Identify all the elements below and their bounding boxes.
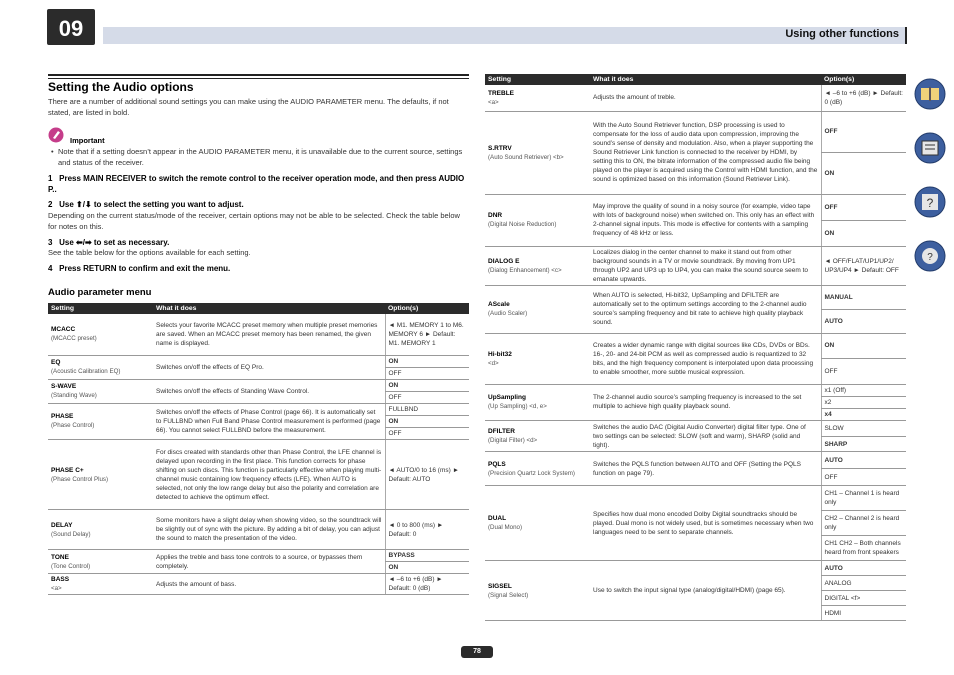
option-cell: OFF	[821, 194, 906, 220]
header-bar	[103, 27, 907, 44]
book-icon[interactable]	[914, 78, 946, 110]
description-cell: The 2-channel audio source’s sampling frequency is increased to the set multiple to achieve high quality playback sound.	[590, 384, 821, 421]
table-row	[485, 85, 906, 111]
col-setting: Setting	[485, 74, 590, 85]
option-cell: ON	[385, 415, 469, 427]
setting-name: UpSampling	[488, 394, 526, 402]
setting-subtitle: (Dialog Enhancement) <c>	[488, 266, 562, 274]
table-row	[485, 486, 906, 511]
description-cell: When AUTO is selected, Hi-bit32, UpSampling and DFILTER are automatically set to the optimum settings according to the 2-channel audio source’s sampling frequency and bit rate to achieve high quality playback sound.	[590, 285, 821, 333]
option-cell: AUTO	[821, 561, 906, 576]
description-cell: Switches on/off the effects of Standing Wave Control.	[153, 379, 385, 403]
option-cell: ANALOG	[821, 576, 906, 591]
option-cell: DIGITAL <f>	[821, 591, 906, 606]
setting-cell	[48, 574, 153, 595]
setting-cell	[48, 550, 153, 574]
table-header-row	[485, 74, 906, 85]
description-cell: Switches on/off the effects of Phase Control (page 66). It is automatically set to FULLBND when Full Band Phase Control measurement is performed (page 66). You cannot select FULLBND before the measurement.	[153, 403, 385, 440]
setting-name: DFILTER	[488, 428, 515, 436]
page-number: 78	[461, 646, 493, 658]
option-cell: CH1 CH2 – Both channels heard from front speakers	[821, 536, 906, 561]
setting-subtitle: (Digital Filter) <d>	[488, 437, 538, 445]
setting-name: S.RTRV	[488, 144, 512, 152]
pencil-icon	[48, 127, 64, 143]
table-row	[485, 333, 906, 359]
section-intro: There are a number of additional sound settings you can make using the AUDIO PARAMETER menu. The defaults, if not stated, are listed in bold.	[48, 97, 449, 117]
setting-name: PHASE C+	[51, 466, 84, 474]
option-cell: ◄ AUTO/0 to 16 (ms) ► Default: AUTO	[385, 440, 469, 510]
table-row	[485, 111, 906, 153]
setting-name: AScale	[488, 301, 510, 308]
table-row	[48, 550, 469, 562]
svg-text:?: ?	[927, 252, 933, 263]
table-row	[485, 246, 906, 285]
svg-text:?: ?	[926, 196, 934, 210]
step-3	[48, 237, 169, 248]
description-cell: May improve the quality of sound in a noisy source (for example, video tape with lots of background noise) when switched on. This only has an effect with 2-channel signal inputs. This mode is effective for contents with a sampling frequency of 48 kHz or less.	[590, 194, 821, 246]
setting-name: SIGSEL	[488, 582, 512, 590]
step-2	[48, 199, 244, 210]
table-row	[485, 384, 906, 396]
step-text: Use ⬆/⬇ to select the setting you want to adjust.	[59, 200, 244, 209]
setting-subtitle: (Phase Control Plus)	[51, 475, 109, 483]
table-row	[485, 561, 906, 576]
description-cell: Adjusts the amount of treble.	[590, 85, 821, 111]
col-what: What it does	[590, 74, 821, 85]
setting-subtitle: (Dual Mono)	[488, 524, 523, 532]
step-text: Press MAIN RECEIVER to switch the remote control to the receiver operation mode, and then press AUDIO P..	[48, 174, 465, 194]
header-title: Using other functions	[785, 28, 899, 40]
setting-cell	[48, 403, 153, 440]
table-row	[48, 574, 469, 595]
option-cell: ON	[385, 355, 469, 367]
option-cell: HDMI	[821, 606, 906, 621]
setting-cell	[485, 111, 590, 194]
section-title: Setting the Audio options	[48, 80, 194, 94]
table-row	[48, 314, 469, 355]
bullet: •	[51, 147, 54, 156]
step-number: 4	[48, 264, 53, 273]
step-1	[48, 173, 468, 195]
setting-subtitle: (Sound Delay)	[51, 530, 91, 538]
description-cell: Specifies how dual mono encoded Dolby Digital soundtracks should be played. Dual mono is not widely used, but is sometimes necessary when two languages need to be sent to separate channels.	[590, 486, 821, 561]
setting-cell	[48, 510, 153, 550]
step-3-note: See the table below for the options available for each setting.	[48, 248, 251, 257]
option-cell: ◄ OFF/FLAT/UP1/UP2/ UP3/UP4 ► Default: OFF	[821, 246, 906, 285]
option-cell: BYPASS	[385, 550, 469, 562]
index-icon[interactable]	[914, 240, 946, 272]
setting-name: S-WAVE	[51, 383, 77, 390]
description-cell: Switches the PQLS function between AUTO and OFF (Setting the PQLS function on page 79).	[590, 452, 821, 486]
table-row	[485, 285, 906, 309]
description-cell: Creates a wider dynamic range with digital sources like CDs, DVDs or BDs. 16-, 20- and 24-bit PCM as well as compressed audio is requantized to 32 bits, and the high frequency component is interpolated upon data processing to enable smoother, more subtle musical expression.	[590, 333, 821, 384]
option-cell: ON	[821, 333, 906, 359]
option-cell: OFF	[385, 428, 469, 440]
description-cell: Switches on/off the effects of EQ Pro.	[153, 355, 385, 379]
setting-subtitle: <a>	[51, 585, 62, 593]
table-row	[48, 440, 469, 510]
setting-name: TREBLE	[488, 89, 514, 97]
step-2-note: Depending on the current status/mode of the receiver, certain options may not be able to be selected. Check the table below for notes on this.	[48, 211, 460, 231]
step-number: 1	[48, 174, 53, 183]
description-cell: Selects your favorite MCACC preset memory when multiple preset memories are saved. When an MCACC preset memory has been renamed, the given name is displayed.	[153, 314, 385, 355]
setting-name: DELAY	[51, 521, 73, 529]
setting-cell	[485, 194, 590, 246]
option-cell: CH1 – Channel 1 is heard only	[821, 486, 906, 511]
option-cell: MANUAL	[821, 285, 906, 309]
setting-cell	[485, 452, 590, 486]
setting-cell	[485, 333, 590, 384]
option-cell: CH2 – Channel 2 is heard only	[821, 511, 906, 536]
option-cell: ◄ M1. MEMORY 1 to M6. MEMORY 6 ► Default: M1. MEMORY 1	[385, 314, 469, 355]
option-cell: ◄ –6 to +6 (dB) ► Default: 0 (dB)	[821, 85, 906, 111]
option-cell: OFF	[821, 469, 906, 486]
setting-cell	[48, 379, 153, 403]
description-cell: Some monitors have a slight delay when showing video, so the soundtrack will be slightly out of sync with the picture. By adding a bit of delay, you can adjust the sound to match the presentation of the video.	[153, 510, 385, 550]
col-options: Option(s)	[821, 74, 906, 85]
step-number: 2	[48, 200, 53, 209]
setting-cell	[485, 561, 590, 621]
description-cell: Applies the treble and bass tone controls to a source, or bypasses them completely.	[153, 550, 385, 574]
option-cell: x1 (Off)	[821, 384, 906, 396]
setting-subtitle: <d>	[488, 359, 499, 367]
setting-cell	[485, 246, 590, 285]
table-row	[48, 355, 469, 367]
setting-cell	[48, 440, 153, 510]
table-row	[485, 452, 906, 469]
option-cell: OFF	[821, 111, 906, 153]
step-text: Use ⬅/➡ to set as necessary.	[59, 238, 170, 247]
setting-name: MCACC	[51, 326, 76, 334]
description-cell: Localizes dialog in the center channel to make it stand out from other background sounds in a TV or movie soundtrack. By moving from UP1 through UP2 and UP3 up to UP4, you can make the sound source seem to emanate upwards.	[590, 246, 821, 285]
setting-cell	[485, 421, 590, 452]
chapter-number: 09	[47, 9, 95, 45]
table-row	[48, 379, 469, 391]
setting-name: DUAL	[488, 515, 507, 523]
setting-subtitle: (Up Sampling) <d, e>	[488, 403, 547, 411]
option-cell: ◄ 0 to 800 (ms) ► Default: 0	[385, 510, 469, 550]
setting-subtitle: (Auto Sound Retriever) <b>	[488, 153, 564, 161]
settings-panel-icon[interactable]	[914, 132, 946, 164]
option-cell: ◄ –6 to +6 (dB) ► Default: 0 (dB)	[385, 574, 469, 595]
setting-cell	[485, 285, 590, 333]
setting-cell	[485, 486, 590, 561]
table-row	[48, 510, 469, 550]
table-row	[485, 421, 906, 437]
option-cell: AUTO	[821, 309, 906, 333]
setting-subtitle: (Standing Wave)	[51, 392, 97, 399]
option-cell: ON	[385, 562, 469, 574]
table-row	[48, 403, 469, 415]
menu-title: Audio parameter menu	[48, 287, 152, 298]
option-cell: ON	[821, 153, 906, 195]
option-cell: x2	[821, 396, 906, 408]
option-cell: OFF	[821, 359, 906, 385]
setting-subtitle: (MCACC preset)	[51, 335, 97, 343]
setting-subtitle: (Phase Control)	[51, 422, 95, 430]
option-cell: SHARP	[821, 436, 906, 452]
option-cell: x4	[821, 409, 906, 421]
col-setting: Setting	[48, 303, 153, 314]
setting-name: PHASE	[51, 413, 74, 421]
option-cell: FULLBND	[385, 403, 469, 415]
help-faq-icon[interactable]	[914, 186, 946, 218]
important-text: Note that if a setting doesn’t appear in the AUDIO PARAMETER menu, it is unavailable due to the current source, settings and status of the receiver.	[58, 147, 463, 167]
option-cell: SLOW	[821, 421, 906, 437]
setting-name: DNR	[488, 212, 503, 219]
setting-subtitle: (Audio Scaler)	[488, 310, 528, 317]
setting-name: PQLS	[488, 460, 506, 468]
table-header-row	[48, 303, 469, 314]
description-cell: Adjusts the amount of bass.	[153, 574, 385, 595]
col-what: What it does	[153, 303, 385, 314]
setting-subtitle: (Digital Noise Reduction)	[488, 221, 557, 228]
description-cell: Use to switch the input signal type (analog/digital/HDMI) (page 65).	[590, 561, 821, 621]
setting-cell	[485, 384, 590, 421]
audio-parameter-table-left	[48, 303, 469, 595]
important-label: Important	[70, 136, 105, 145]
setting-name: DIALOG E	[488, 257, 520, 265]
table-row	[485, 194, 906, 220]
option-cell: ON	[385, 379, 469, 391]
setting-subtitle: <a>	[488, 98, 499, 106]
setting-name: Hi-bit32	[488, 350, 512, 358]
step-text: Press RETURN to confirm and exit the menu.	[59, 264, 231, 273]
col-options: Option(s)	[385, 303, 469, 314]
option-cell: OFF	[385, 367, 469, 379]
setting-name: BASS	[51, 576, 70, 584]
audio-parameter-table-right	[485, 74, 906, 621]
setting-name: TONE	[51, 553, 69, 561]
section-rule	[48, 74, 469, 76]
option-cell: OFF	[385, 391, 469, 403]
setting-subtitle: (Acoustic Calibration EQ)	[51, 368, 121, 375]
description-cell: With the Auto Sound Retriever function, DSP processing is used to compensate for the loss of audio data upon compression, improving the sound’s sense of density and modulation. Also, when a player supporting the Sound Retriever Link function is connected to the receiver by HDMI, by setting this to ON, the bitrate information of the compressed audio file being played on the player is acquired using the Control with HDMI function, and the sound is optimized based on this information (Sound Retriever Link).	[590, 111, 821, 194]
setting-subtitle: (Tone Control)	[51, 562, 91, 570]
step-number: 3	[48, 238, 53, 247]
option-cell: AUTO	[821, 452, 906, 469]
setting-cell	[48, 355, 153, 379]
step-4	[48, 263, 230, 274]
setting-subtitle: (Precision Quartz Lock System)	[488, 469, 575, 477]
setting-name: EQ	[51, 359, 61, 366]
section-rule-thin	[48, 78, 469, 79]
description-cell: Switches the audio DAC (Digital Audio Converter) digital filter type. One of two settings can be selected: SLOW (soft and warm), SHARP (solid and tight).	[590, 421, 821, 452]
setting-cell	[485, 85, 590, 111]
description-cell: For discs created with standards other than Phase Control, the LFE channel is delayed upon recording in the first place. This function corrects for phase shifting on such discs. This function is particularly effective when playing multi-channel music containing low frequency effects (LFE). When AUTO is selected, not only the low range delay but also the polarity and correlation are detected to achieve the optimum effect.	[153, 440, 385, 510]
setting-cell	[48, 314, 153, 355]
setting-subtitle: (Signal Select)	[488, 591, 529, 599]
option-cell: ON	[821, 220, 906, 246]
